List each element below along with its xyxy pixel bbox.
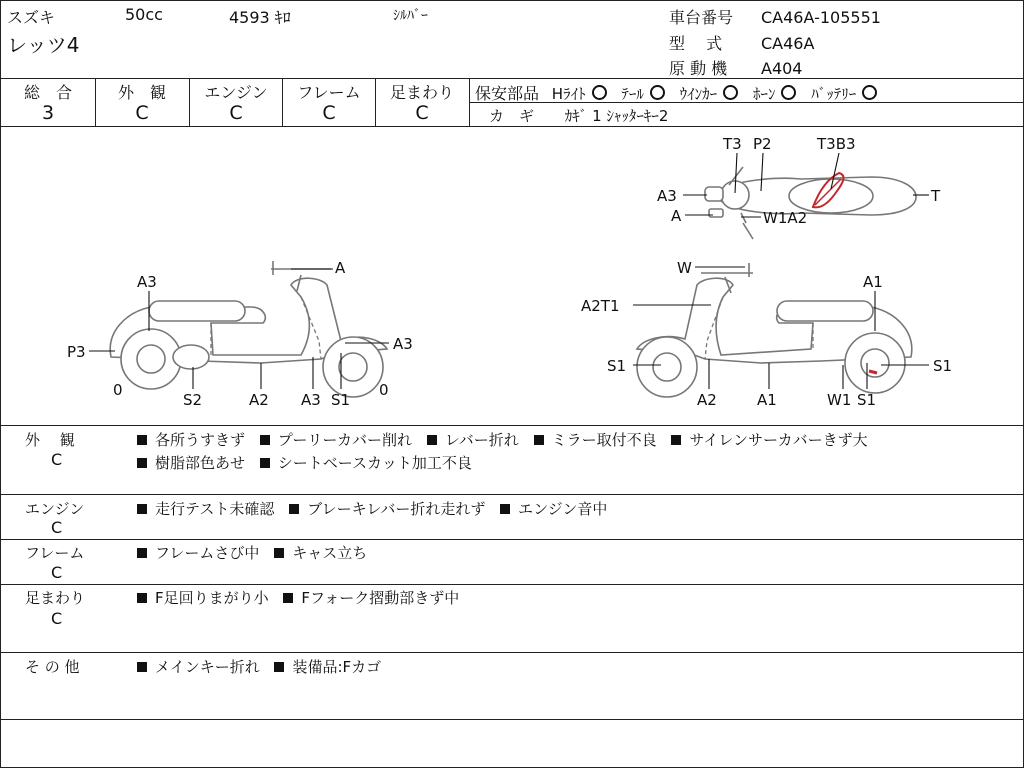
divider <box>1 494 1023 495</box>
remark-engine-title: エンジン <box>25 500 85 518</box>
remark-item: フレームさび中 <box>155 544 260 562</box>
type-label: 型 式 <box>669 34 723 53</box>
label-a2-right: A2 <box>697 391 717 409</box>
remark-item: 装備品:Fカゴ <box>292 658 382 676</box>
remark-item: 樹脂部色あせ <box>155 454 246 472</box>
engine-value: A404 <box>761 59 803 78</box>
grade-frame-value: C <box>322 102 336 124</box>
engine-row <box>669 56 802 79</box>
remark-suspension-line-1 <box>137 587 459 608</box>
divider <box>1 425 1023 426</box>
remark-other-title: そ の 他 <box>25 658 80 676</box>
remark-engine-line-1 <box>137 498 607 519</box>
remark-item: Fフォーク摺動部きず中 <box>301 589 460 607</box>
remark-item: F足回りまがり小 <box>155 589 269 607</box>
grade-frame-label: フレーム <box>297 83 361 102</box>
bullet-square-icon <box>137 662 147 672</box>
bullet-square-icon <box>137 435 147 445</box>
model-name: レッツ4 <box>7 33 80 57</box>
bullet-square-icon <box>500 504 510 514</box>
label-p2: P2 <box>753 135 772 153</box>
grade-overall-label: 総 合 <box>23 83 72 102</box>
remark-other-line-1 <box>137 656 381 677</box>
circle-ok-icon <box>781 85 796 100</box>
circle-ok-icon <box>862 85 877 100</box>
label-w1a2: W1A2 <box>763 209 808 227</box>
label-a-left: A <box>335 259 346 277</box>
bullet-square-icon <box>671 435 681 445</box>
label-s2: S2 <box>183 391 203 409</box>
divider <box>1 539 1023 540</box>
mileage: 4593 ｷﾛ <box>229 8 291 27</box>
label-a2t1: A2T1 <box>581 297 620 315</box>
grade-engine-value: C <box>229 102 243 124</box>
label-0-rear: 0 <box>113 381 123 399</box>
safety-winker-label: ｳｲﾝｶｰ <box>679 85 718 103</box>
remark-item: プーリーカバー削れ <box>277 431 413 449</box>
label-a2-left: A2 <box>249 391 269 409</box>
bullet-square-icon <box>137 458 147 468</box>
key-row <box>489 105 668 126</box>
divider <box>1 78 1023 79</box>
bullet-square-icon <box>283 593 293 603</box>
grade-overall-value: 3 <box>41 102 55 124</box>
remark-frame-title: フレーム <box>25 544 85 562</box>
label-w: W <box>677 259 692 277</box>
label-t3b3: T3B3 <box>817 135 856 153</box>
grade-suspension-label: 足まわり <box>389 83 454 102</box>
bullet-square-icon <box>427 435 437 445</box>
bullet-square-icon <box>260 458 270 468</box>
label-s1-right-bottom: S1 <box>857 391 877 409</box>
label-0-front: 0 <box>379 381 389 399</box>
grade-exterior-value: C <box>135 102 149 124</box>
circle-ok-icon <box>723 85 738 100</box>
key-label: カ ギ <box>489 107 535 125</box>
remark-suspension-grade: C <box>51 609 63 628</box>
bullet-square-icon <box>137 548 147 558</box>
grade-engine-label: エンジン <box>204 83 268 102</box>
divider <box>1 584 1023 585</box>
displacement: 50cc <box>125 5 163 24</box>
maker: スズキ <box>7 8 56 27</box>
key-value: ｶｷﾞ 1 ｼｬｯﾀｰｷｰ2 <box>564 107 669 125</box>
frame-number-label: 車台番号 <box>669 8 734 27</box>
divider <box>1 652 1023 653</box>
label-w1: W1 <box>827 391 852 409</box>
frame-number-row <box>669 5 881 28</box>
remark-item: ブレーキレバー折れ走れず <box>307 500 486 518</box>
grade-suspension-value: C <box>415 102 429 124</box>
type-row <box>669 31 814 54</box>
remark-exterior-line-1 <box>137 429 868 450</box>
circle-ok-icon <box>592 85 607 100</box>
scooter-top-view <box>705 167 916 239</box>
circle-ok-icon <box>650 85 665 100</box>
bullet-square-icon <box>137 504 147 514</box>
label-s1-left: S1 <box>331 391 351 409</box>
safety-horn-label: ﾎｰﾝ <box>752 85 776 103</box>
damage-diagram <box>1 127 1023 425</box>
remark-frame-grade: C <box>51 563 63 582</box>
safety-battery-label: ﾊﾞｯﾃﾘｰ <box>811 85 857 103</box>
grade-exterior-label: 外 観 <box>117 83 166 102</box>
bullet-square-icon <box>274 662 284 672</box>
safety-tail-label: ﾃｰﾙ <box>621 85 644 103</box>
remark-item: レバー折れ <box>444 431 519 449</box>
remark-item: シートベースカット加工不良 <box>277 454 472 472</box>
frame-number: CA46A-105551 <box>761 8 881 27</box>
bullet-square-icon <box>137 593 147 603</box>
divider <box>469 78 470 126</box>
remark-item: エンジン音中 <box>518 500 608 518</box>
body-color: ｼﾙﾊﾞｰ <box>393 8 428 24</box>
label-a-top: A <box>671 207 682 225</box>
label-t: T <box>931 187 941 205</box>
label-a3-left-bottom: A3 <box>301 391 321 409</box>
remark-item: メインキー折れ <box>155 658 260 676</box>
label-s1-right-front: S1 <box>607 357 627 375</box>
bullet-square-icon <box>260 435 270 445</box>
label-t3: T3 <box>723 135 742 153</box>
remark-frame-line-1 <box>137 542 367 563</box>
bullet-square-icon <box>289 504 299 514</box>
label-p3: P3 <box>67 343 86 361</box>
remark-suspension-title: 足まわり <box>25 589 86 607</box>
type-value: CA46A <box>761 34 815 53</box>
label-a1-right: A1 <box>757 391 777 409</box>
label-a3-left-seat: A3 <box>137 273 157 291</box>
divider <box>1 719 1023 720</box>
remark-exterior-line-2 <box>137 452 472 473</box>
remark-engine-grade: C <box>51 518 63 537</box>
remark-exterior-title: 外 観 <box>25 431 75 449</box>
remark-item: 走行テスト未確認 <box>155 500 275 518</box>
engine-label: 原 動 機 <box>669 59 728 78</box>
remark-item: 各所うすきず <box>155 431 246 449</box>
remark-item: キャス立ち <box>292 544 368 562</box>
label-a3-left-front: A3 <box>393 335 413 353</box>
label-a3-top: A3 <box>657 187 677 205</box>
bullet-square-icon <box>534 435 544 445</box>
safety-title: 保安部品 <box>475 84 540 103</box>
label-s1-right-rear: S1 <box>933 357 953 375</box>
safety-headlight-label: Hﾗｲﾄ <box>551 85 586 103</box>
bullet-square-icon <box>274 548 284 558</box>
label-a1-right-seat: A1 <box>863 273 883 291</box>
remark-item: ミラー取付不良 <box>551 431 657 449</box>
remark-exterior-grade: C <box>51 450 63 469</box>
remark-item: サイレンサーカバーきず大 <box>689 431 868 449</box>
safety-parts-row <box>475 81 887 104</box>
